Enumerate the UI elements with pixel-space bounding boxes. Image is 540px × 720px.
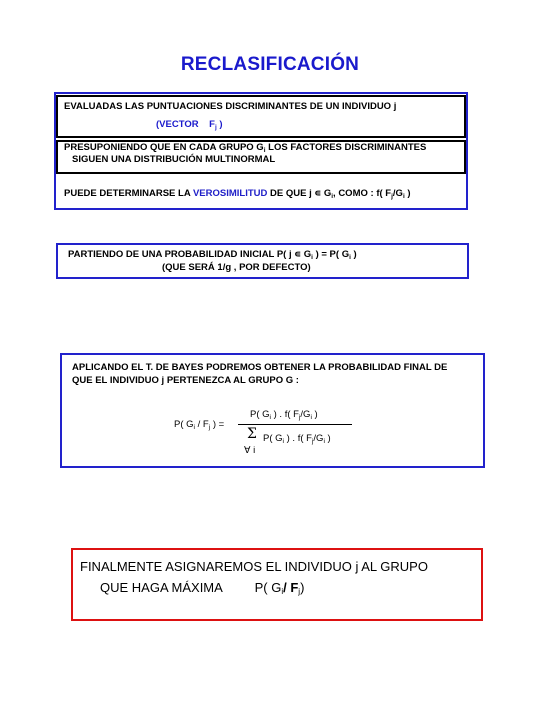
prior-line1-sub: i (311, 254, 313, 261)
num-sub3: i (310, 414, 312, 421)
den-sub2: j (311, 438, 314, 445)
den-mid: ) . f( F (286, 433, 312, 444)
evaluation-line1: EVALUADAS LAS PUNTUACIONES DISCRIMINANTES DE UN INDIVIDUO j (64, 101, 397, 112)
final-expr-sub: i (281, 587, 284, 596)
formula-numerator (250, 409, 318, 424)
assumption-line1-post: LOS FACTORES DISCRIMINANTES (268, 142, 427, 153)
final-expr-end: ) (300, 580, 305, 595)
assumption-line1-sub: i (263, 147, 266, 154)
bayes-line2: QUE EL INDIVIDUO j PERTENEZCA AL GRUPO G : (72, 375, 299, 386)
den-sub3: i (323, 438, 325, 445)
final-line1: FINALMENTE ASIGNAREMOS EL INDIVIDUO j AL GRUPO (80, 559, 428, 574)
prior-line1-mid: ) = P( G (315, 249, 350, 260)
lhs-sub: i (193, 424, 195, 431)
likelihood-sub: i (331, 193, 334, 200)
likelihood-pre: PUEDE DETERMINARSE LA (64, 188, 191, 199)
vector-label (156, 119, 223, 134)
likelihood-sub2: j (391, 193, 393, 200)
den-end: ) (327, 433, 331, 444)
vector-pre: (VECTOR (156, 119, 199, 130)
den-sub: i (282, 438, 284, 445)
lhs-end: ) = (212, 419, 225, 430)
vector-post: ) (219, 119, 223, 130)
assumption-line2: SIGUEN UNA DISTRIBUCIÓN MULTINORMAL (72, 154, 276, 165)
bayes-line1: APLICANDO EL T. DE BAYES PODREMOS OBTENER LA PROBABILIDAD FINAL DE (72, 362, 448, 373)
sigma-symbol: Σ (247, 426, 257, 442)
final-expr-mid: / F (283, 580, 299, 595)
likelihood-highlight: VEROSIMILITUD (192, 188, 268, 199)
formula-lhs (174, 419, 224, 434)
lhs-sub2: j (208, 424, 211, 431)
likelihood-line (64, 188, 411, 203)
den-pre: P( G (263, 433, 283, 444)
formula-denominator (263, 433, 331, 448)
final-expr-pre: P( G (254, 580, 282, 595)
prior-line1-sub2: i (349, 254, 351, 261)
num-sub: i (269, 414, 271, 421)
likelihood-mid: DE QUE j ∊ G (270, 188, 332, 199)
forall-index: ∀ i (244, 445, 256, 456)
final-line2-text: QUE HAGA MÁXIMA (100, 580, 223, 595)
likelihood-end: ) (404, 188, 411, 199)
page-title: RECLASIFICACIÓN (180, 54, 360, 75)
likelihood-post: , COMO : f( F (333, 188, 392, 199)
fraction-bar (238, 424, 352, 425)
vector-f: F (209, 119, 215, 130)
lhs-pre: P( G (174, 419, 194, 430)
prior-line2: (QUE SERÁ 1/g , POR DEFECTO) (162, 262, 311, 273)
final-expr-sub2: j (298, 587, 301, 596)
num-end: ) (314, 409, 318, 420)
num-sub2: j (298, 414, 301, 421)
num-mid: ) . f( F (273, 409, 299, 420)
likelihood-sub3: i (402, 193, 405, 200)
assumption-line1-pre: PRESUPONIENDO QUE EN CADA GRUPO G (64, 142, 264, 153)
num-pre: P( G (250, 409, 270, 420)
den-mid2: /G (313, 433, 324, 444)
final-line2 (100, 580, 304, 596)
prior-line1-pre: PARTIENDO DE UNA PROBABILIDAD INICIAL P( j ∊ G (68, 249, 312, 260)
num-mid2: /G (300, 409, 311, 420)
vector-sub: j (214, 124, 217, 131)
likelihood-post2: /G (392, 188, 403, 199)
lhs-mid: / F (197, 419, 209, 430)
prior-line1-end: ) (353, 249, 357, 260)
